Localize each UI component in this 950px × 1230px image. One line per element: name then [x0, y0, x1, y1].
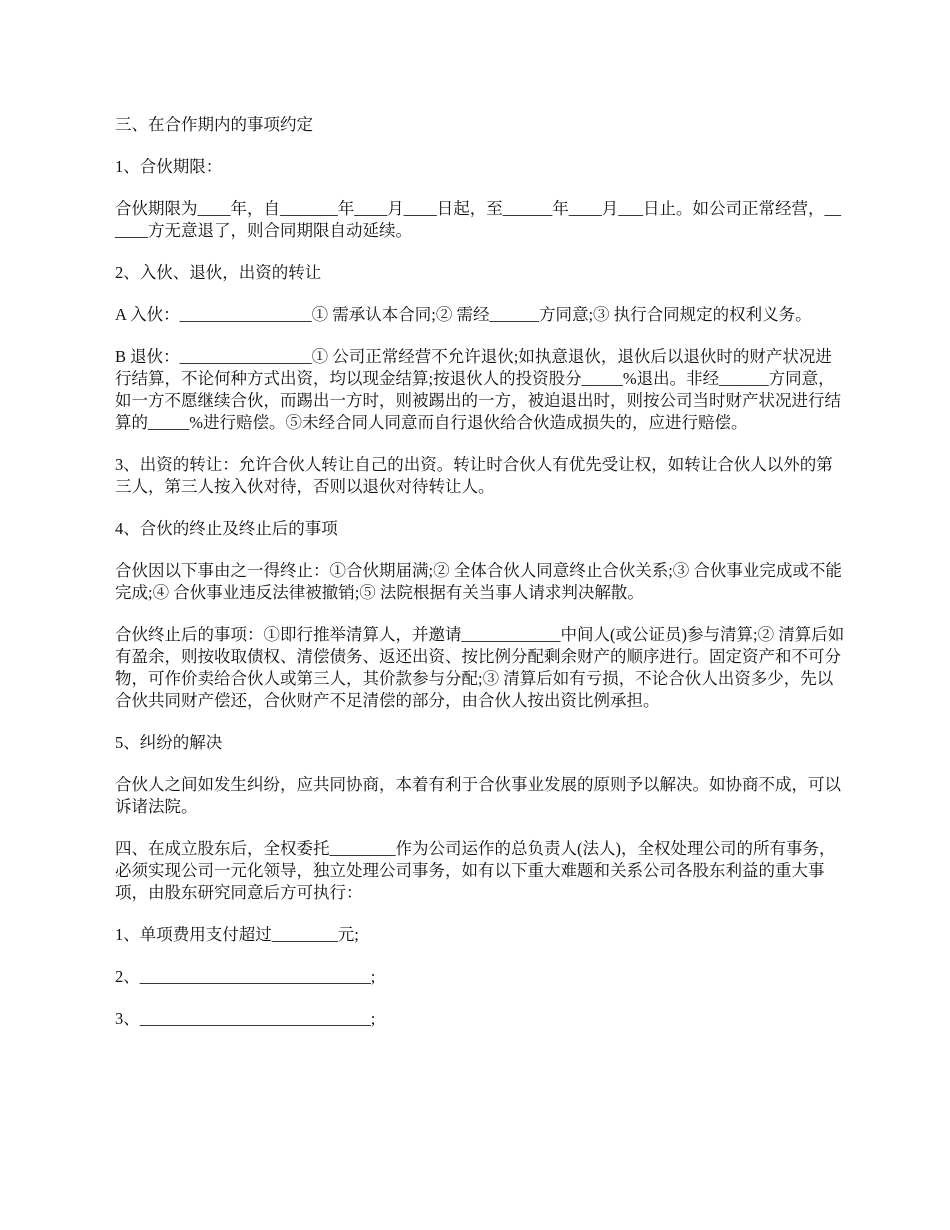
paragraph-capital-transfer: 3、出资的转让：允许合伙人转让自己的出资。转让时合伙人有优先受让权，如转让合伙人以外的第三人，第三人按入伙对待，否则以退伙对待转让人。: [115, 455, 833, 496]
paragraph-post-termination: 合伙终止后的事项：①即行推举清算人，并邀请____________中间人(或公证员)参与清算;② 清算后如有盈余，则按收取债权、清偿债务、返还出资、按比例分配剩余财产的顺序进行。固定资产和不可分物，可作价卖给合伙人或第三人，其价款参与分配;③ 清算后如有亏损，不论合伙人出资多少，先以合伙共同财产偿还，合伙财产不足清偿的部分，由合伙人按出资比例承担。: [115, 625, 845, 710]
paragraph-partnership-term: 合伙期限为____年，自_______年____月____日起，至______年____月___日止。如公司正常经营，______方无意退了，则合同期限自动延续。: [115, 199, 841, 240]
subheading-dispute-resolution: 5、纠纷的解决: [115, 733, 223, 752]
subheading-termination: 4、合伙的终止及终止后的事项: [115, 519, 338, 538]
subheading-join-withdraw: 2、入伙、退伙，出资的转让: [115, 263, 322, 282]
list-item-blank-2: 2、____________________________;: [115, 967, 376, 986]
paragraph-dispute-resolution: 合伙人之间如发生纠纷，应共同协商，本着有利于合伙事业发展的原则予以解决。如协商不成，可以诉诸法院。: [115, 775, 841, 816]
section-heading-term-agreements: 三、在合作期内的事项约定: [115, 115, 313, 134]
paragraph-join: A 入伙：________________① 需承认本合同;② 需经______方同意;③ 执行合同规定的权利义务。: [115, 305, 812, 324]
list-item-expense-limit: 1、单项费用支付超过________元;: [115, 925, 359, 944]
section-heading-authorization: 四、在成立股东后，全权委托________作为公司运作的总负责人(法人)，全权处理公司的所有事务，必须实现公司一元化领导，独立处理公司事务，如有以下重大难题和关系公司各股东利益的重大事项，由股东研究同意后方可执行：: [115, 839, 836, 902]
paragraph-withdraw: B 退伙：________________① 公司正常经营不允许退伙;如执意退伙，退伙后以退伙时的财产状况进行结算，不论何种方式出资，均以现金结算;按退伙人的投资股分_____%退出。非经______方同意，如一方不愿继续合伙，而踢出一方时，则被踢出的一方，被迫退出时，则按公司当时财产状况进行结算的_____%进行赔偿。⑤未经合同人同意而自行退伙给合伙造成损失的，应进行赔偿。: [115, 347, 841, 432]
document-page: [115, 114, 845, 1050]
list-item-blank-3: 3、____________________________;: [115, 1009, 376, 1028]
paragraph-termination-causes: 合伙因以下事由之一得终止：①合伙期届满;② 全体合伙人同意终止合伙关系;③ 合伙事业完成或不能完成;④ 合伙事业违反法律被撤销;⑤ 法院根据有关当事人请求判决解散。: [115, 561, 842, 602]
subheading-partnership-term: 1、合伙期限：: [115, 157, 223, 176]
